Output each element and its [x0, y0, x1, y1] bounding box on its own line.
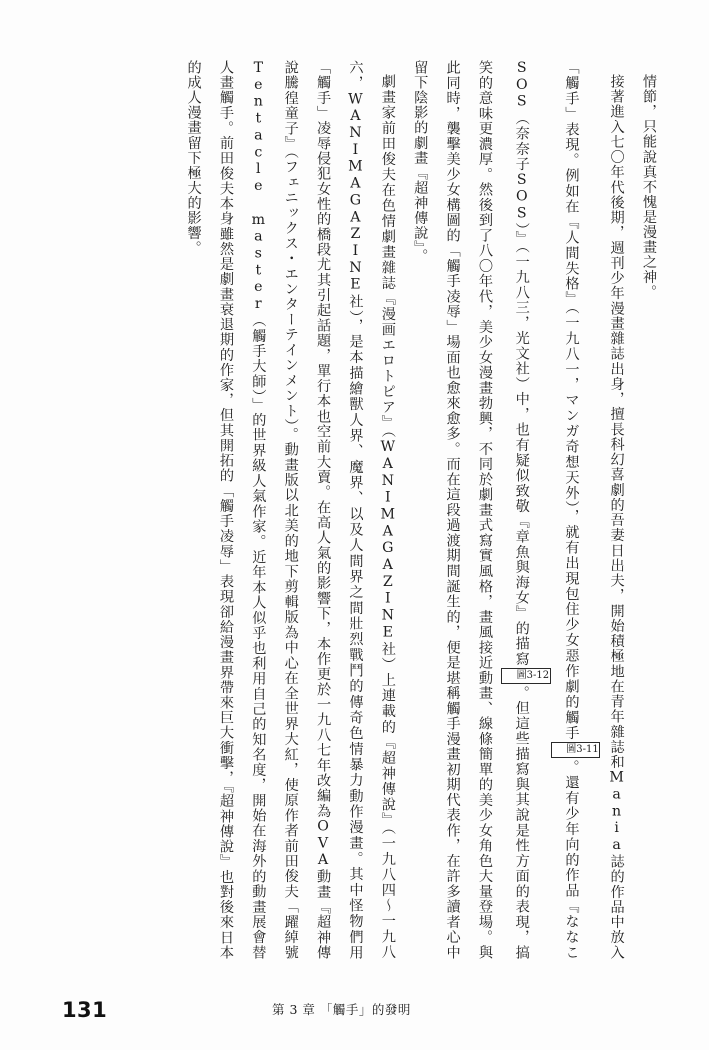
- figure-reference-3-11-text: 圖3-11: [566, 743, 599, 755]
- paragraph-2: [404, 60, 633, 960]
- page-footer: [0, 992, 709, 1022]
- paragraph-2-part-2: 。還有少年向的作品『ななこSOS（奈奈子SOS）』（一九八三，光文社）中，也有疑似致敬『章魚與海女』的描寫: [513, 60, 580, 960]
- paragraph-2-part-3: 。但這些描寫與其說是性方面的表現，搞笑的意味更濃厚。然後到了八〇年代，美少女漫畫勃興，不同於劇畫式寫實風格，畫風接近動畫、線條簡單的美少女角色大量登場。與此同時，襲擊美少女構圖的「觸手凌辱」場面也愈來愈多。而在這段過渡期間誕生的，便是堪稱觸手漫畫初期代表作，在許多讀者心中留下陰影的劇畫『超神傳說』。: [412, 60, 530, 961]
- chapter-label: 第 3 章 「觸手」的發明: [272, 1002, 411, 1017]
- figure-reference-3-12-text: 圖3-12: [516, 669, 550, 681]
- figure-reference-3-11: [551, 742, 601, 759]
- paragraph-2-part-1: 接著進入七〇年代後期，週刊少年漫畫雜誌出身，擅長科幻喜劇的吾妻日出夫，開始積極地在青年雜誌和Mania誌的作品中放入「觸手」表現。例如在『人間失格』（一九八一，マンガ奇想天外），就有出現包住少女惡作劇的觸手: [563, 60, 625, 960]
- page-body-text: [62, 60, 665, 960]
- page-number: 131: [62, 998, 108, 1022]
- figure-reference-3-12: [501, 668, 551, 685]
- paragraph-1: 情節，只能說真不愧是漫畫之神。: [641, 74, 657, 300]
- paragraph-3: 劇畫家前田俊夫在色情劇畫雜誌『漫画エロトピア』（WANIMAGAZINE社）上連載的『超神傳說』（一九八四～一九八六，WANIMAGAZINE社），是本描繪獸人界、魔界、以及人間界之間壯烈戰鬥的傳奇色情暴力動作漫畫。其中怪物們用「觸手」凌辱侵犯女性的橋段尤其引起話題，單行本也空前大賣。在高人氣的影響下，本作更於一九八七年改編為OVA動畫『超神傳說騰徨童子』（フェニックス・エンターテインメント）。動畫版以北美的地下剪輯版為中心在全世界大紅，使原作者前田俊夫「躍綽號Tentacle master（觸手大師）」的世界級人氣作家。近年本人似乎也利用自己的知名度，開始在海外的動畫展會替人畫觸手。前田俊夫本身雖然是劇畫衰退期的作家，但其開拓的「觸手凌辱」表現卻給漫畫界帶來巨大衝擊，『超神傳說』也對後來日本的成人漫畫留下極大的影響。: [185, 60, 396, 960]
